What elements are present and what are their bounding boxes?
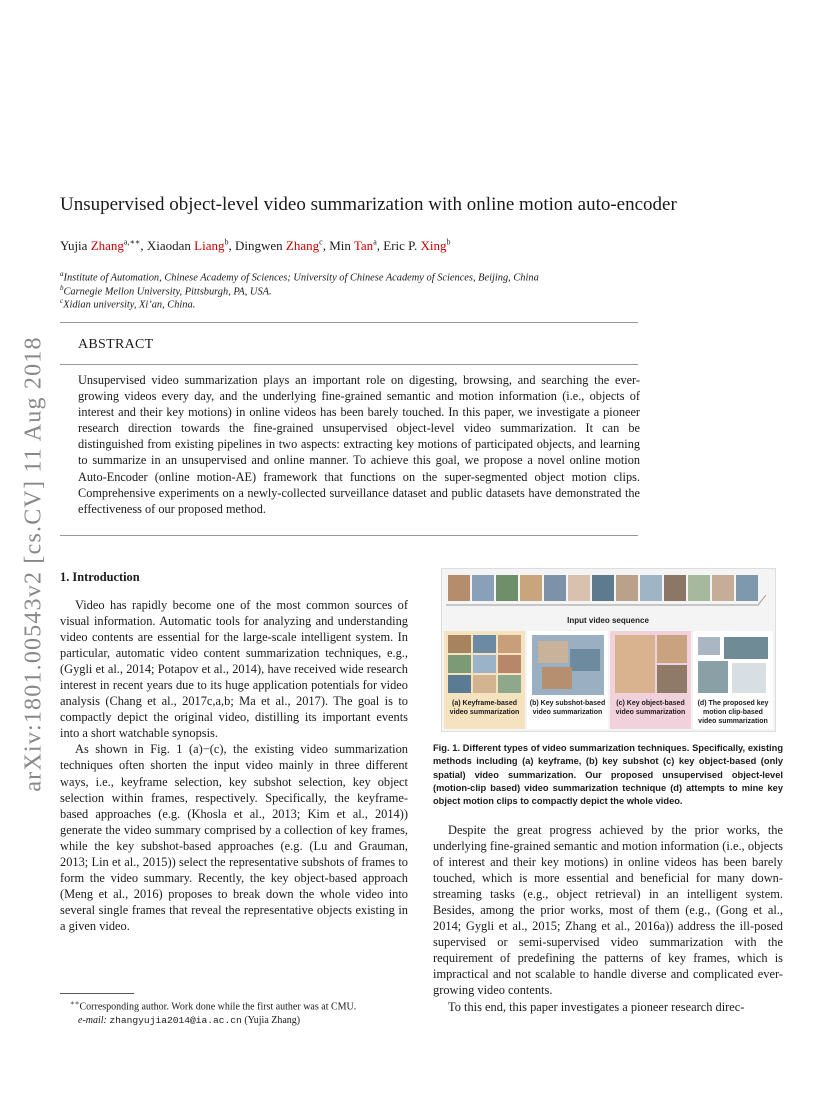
panel-d-label: (d) The proposed key motion clip-based video summarization bbox=[697, 700, 769, 725]
author-list bbox=[60, 238, 450, 254]
figure-caption: Fig. 1. Different types of video summarization techniques. Specifically, existing methods including (a) keyframe, (b) key subshot (c) key object-based (only spatial) video summarization. Our proposed unsupervised object-level (motion-clip based) video summarization technique (d) attempts to mine key object motion clips to compactly depict the whole video. bbox=[433, 743, 783, 807]
author-link[interactable]: Zhang bbox=[285, 238, 320, 254]
section-title: 1. Introduction bbox=[60, 570, 140, 584]
email-link[interactable]: zhangyujia2014@ia.ac.cn bbox=[109, 1015, 242, 1027]
input-sequence-label: Input video sequence bbox=[567, 616, 649, 625]
video-strip bbox=[446, 575, 766, 605]
author-link[interactable]: Xing bbox=[420, 238, 447, 254]
divider bbox=[60, 322, 638, 323]
figure-1 bbox=[441, 568, 776, 732]
author-link[interactable]: Zhang bbox=[90, 238, 124, 254]
author: Xiaodan Liang$^b$, bbox=[146, 238, 235, 254]
author-link[interactable]: Tan bbox=[353, 238, 374, 254]
arxiv-sidebar bbox=[6, 290, 62, 838]
author: Yujia Zhang$^{a,∗∗}$, bbox=[60, 238, 147, 254]
author: Eric P. Xing$^b$ bbox=[383, 238, 451, 254]
paragraph: Video has rapidly become one of the most common sources of visual information. Automatic tools for analyzing and understanding video contents are essential for the large-scale intelligent system. In particular, automatic video content summarization techniques, e.g., (Gygli et al., 2014; Potapov et al., 2014), have received wide research interest in recent years due to its huge application potentials for video analysis (Chang et al., 2017c,a,b; Ma et al., 2017). The goal is to compactly depict the original video, distilling its important events into a short watchable synopsis. bbox=[60, 598, 408, 741]
footnote: ∗∗Corresponding author. Work done while the first auther was at CMU. e-mail: zhangyujia2014@ia.ac.cn (Yujia Zhang) bbox=[70, 999, 357, 1027]
author: Dingwen Zhang$^c$, bbox=[234, 238, 330, 254]
abstract-text: Unsupervised video summarization plays an important role on digesting, browsing, and searching the ever-growing videos every day, and the underlying fine-grained semantic and motion information (i.e., objects of interest and their key motions) in online videos has been barely touched. In this paper, we investigate a pioneer research direction towards the fine-grained unsupervised object-level video summarization. It can be distinguished from existing pipelines in two aspects: extracting key motions of participated objects, and learning to summarize in an unsupervised and online manner. To achieve this goal, we propose a novel online motion Auto-Encoder (online motion-AE) framework that functions on the super-segmented object motion clips. Comprehensive experiments on a newly-collected surveillance dataset and public datasets have demonstrated the effectiveness of our proposed method. bbox=[78, 373, 640, 516]
divider bbox=[60, 535, 638, 536]
panel-a-label: (a) Keyframe-based video summarization bbox=[449, 700, 520, 716]
affiliation: $^b$Carnegie Mellon University, Pittsburgh, PA, USA. bbox=[60, 284, 272, 298]
paper-title: Unsupervised object-level video summarization with online motion auto-encoder bbox=[60, 194, 677, 215]
left-column bbox=[60, 597, 408, 934]
footnote-divider bbox=[60, 993, 134, 994]
affiliation: $^a$Institute of Automation, Chinese Academy of Sciences; University of Chinese Academy of Sciences, Beijing, China bbox=[60, 270, 539, 284]
affiliation: $^c$Xidian university, Xi’an, China. bbox=[60, 297, 196, 311]
paragraph: Despite the great progress achieved by the prior works, the underlying fine-grained semantic and motion information (i.e., objects of interest and their key motions) in online videos has been barely touched, which is more essential and beneficial for many down-streaming tasks (e.g., object retrieval) in an intelligent system. Besides, among the prior works, most of them (e.g., (Gong et al., 2014; Gygli et al., 2015; Zhang et al., 2016a)) address the ill-posed supervised or semi-supervised video summarization with the requirement of predefining the patterns of key frames, which is impractical and not scalable to handle diverse and complicated ever-growing video contents. bbox=[433, 823, 783, 998]
divider bbox=[60, 364, 638, 365]
paragraph: As shown in Fig. 1 (a)−(c), the existing video summarization techniques often shorten the input video mainly in three different ways, i.e., keyframe selection, key subshot selection, key object selection within frames, respectively. Specifically, the keyframe-based approaches (e.g. (Khosla et al., 2013; Kim et al., 2014)) generate the video summary comprised by a collection of key frames, while the key subshot-based approaches (e.g. (Lu and Grauman, 2013; Lin et al., 2015)) select the representative subshots of frames to form the video summary. Recently, the key object-based approach (Meng et al., 2016) proposes to break down the whole video into several single frames that reveal the representative objects existing in a given video. bbox=[60, 742, 408, 933]
author: Min Tan$^a$, bbox=[329, 238, 384, 254]
arxiv-identifier: arXiv:1801.00543v2 [cs.CV] 11 Aug 2018 bbox=[20, 336, 47, 792]
abstract-heading: ABSTRACT bbox=[78, 337, 154, 352]
panel-b-label: (b) Key subshot-based video summarization bbox=[529, 700, 606, 716]
right-column bbox=[433, 822, 783, 1015]
panel-c-label: (c) Key object-based video summarization bbox=[615, 700, 686, 716]
author-link[interactable]: Liang bbox=[194, 238, 225, 254]
paragraph: To this end, this paper investigates a pioneer research direc- bbox=[448, 999, 745, 1014]
